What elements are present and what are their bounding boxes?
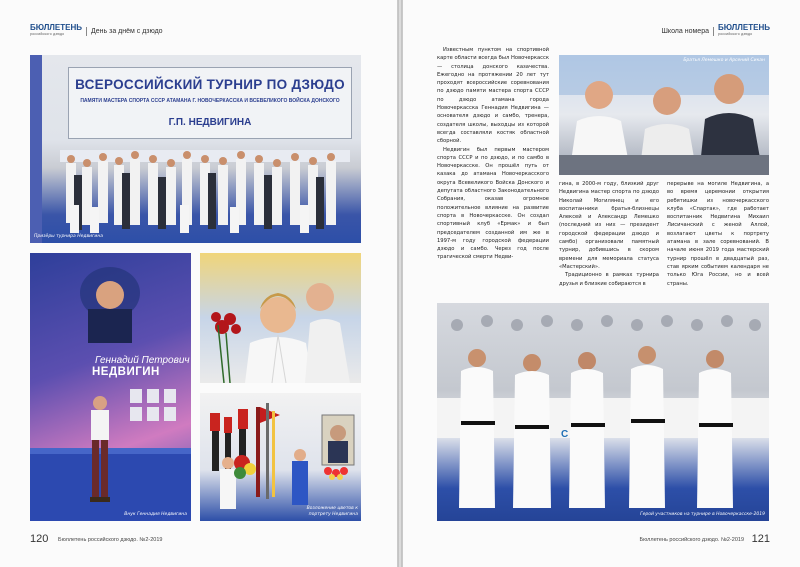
logo-subtext: российского дзюдо: [717, 32, 753, 36]
paragraph: перерыве на могиле Недвигина, а во время церемонии открытия ребятишки из новочеркасского клуба «Спартак», где работает воспитанник Недвигина Михаил Лисичанский с женой Аллой, возлагают цветы к портрету атамана в зале соревнований. В начале июня 2019 года мастерский турнир прошёл в двадцатый раз, став ярким событием календаря не только Юга России, но и всей страны.: [667, 181, 769, 287]
paragraph: Известным пунктом на спортивной карте области всегда был Новочеркасск — столица донского казачества. Ежегодно на протяжении 20 лет тут проходят всероссийские соревнования по дзюдо памяти мастера спорта СССР по дзюдо атамана города Новочеркасска Геннадия Недвигина — основателя дзюдо и самбо, тренера, создателя школы, выходцы из которой всегда составляли костяк областной сборной.: [437, 47, 549, 145]
banner-name: Г.П. НЕДВИГИНА: [168, 117, 252, 128]
photo-flowers-portrait: [200, 393, 361, 521]
paragraph: Недвигин был первым мастером спорта СССР и по дзюдо, и по самбо в Новочеркасске. Он прошёл путь от казака до атамана Новочеркасского округа Всевеликого Войска Донского и депутата областного Законодательного Собрания, оказав огромное положительное влияние на развитие спорта в Новочеркасске. Он создал спортивный клуб «Ермак» и был председателем созданной им же в 1997-м году городской федерации дзюдо и самбо. Через год после трагической смерти Недви-: [437, 146, 549, 261]
header-divider: [713, 27, 714, 36]
photo-caption: Братья Лемешко и Арсений Сикан: [683, 58, 765, 63]
text-column-1: [437, 46, 549, 262]
banner-title: ВСЕРОССИЙСКИЙ ТУРНИР ПО ДЗЮДО: [75, 77, 345, 92]
photo-caption: Внук Геннадия Недвигина: [124, 512, 187, 517]
photo-tournament-participants: [437, 303, 769, 521]
photo-caption: Призёры турнира Недвигина: [34, 234, 104, 239]
bulletin-logo: [718, 24, 770, 38]
men-illustration: [559, 55, 769, 175]
left-page: [0, 0, 398, 567]
section-title: Школа номера: [661, 27, 709, 35]
judokas-illustration: [437, 303, 769, 521]
text-column-2: [559, 180, 659, 288]
bulletin-logo: [30, 24, 82, 38]
banner-subtitle: ПАМЯТИ МАСТЕРА СПОРТА СССР АТАМАНА Г. НОВОЧЕРКАССКА И ВСЕВЕЛИКОГО ВОЙСКА ДОНСКОГО: [80, 98, 340, 104]
logo-text: БЮЛЛЕТЕНЬ: [717, 23, 770, 32]
footer-text: Бюллетень российского дзюдо. №2-2019: [58, 537, 163, 543]
crowd-illustration: [30, 55, 361, 243]
paragraph: гина, в 2000-м году, близкий друг Недвигина мастер спорта по дзюдо Николай Могилянец и его воспитанники братья-близнецы Алексей и Александр Лемешко (последний из них — президент городской федерации дзюдо и самбо) организовали памятный турнир, добившись в скором времени для мемориала статуса «Мастерский».: [559, 181, 659, 270]
boy-illustration: [200, 253, 361, 383]
header-divider: [86, 27, 87, 36]
photo-lemeshko-brothers: [559, 55, 769, 175]
paragraph: Традиционно в рамках турнира друзья и близкие собираются в: [559, 272, 659, 287]
photo-caption: Герой участников на турнире в Новочеркасске-2019: [640, 512, 765, 517]
photo-podium-winners: [30, 55, 361, 243]
page-number: 121: [751, 533, 770, 545]
stage-letters: С: [561, 429, 569, 440]
poster-art: [30, 253, 191, 521]
section-title: День за днём с дзюдо: [91, 27, 163, 35]
left-header: [30, 24, 163, 38]
photo-grandson: [30, 253, 191, 521]
logo-subtext: российского дзюдо: [30, 32, 65, 36]
photo-caption: Возложение цветов к портрету Недвигина: [306, 506, 358, 517]
page-number: 120: [30, 533, 49, 545]
poster-first-name: Геннадий Петрович: [95, 355, 190, 366]
footer-text: Бюллетень российского дзюдо. №2-2019: [639, 537, 744, 543]
logo-text: БЮЛЛЕТЕНЬ: [30, 23, 83, 32]
ceremony-illustration: [200, 393, 361, 521]
right-header: [662, 24, 770, 38]
photo-boy-judogi: [200, 253, 361, 383]
right-page: [402, 0, 800, 567]
poster-last-name: НЕДВИГИН: [92, 366, 160, 378]
text-column-3: [667, 180, 769, 288]
